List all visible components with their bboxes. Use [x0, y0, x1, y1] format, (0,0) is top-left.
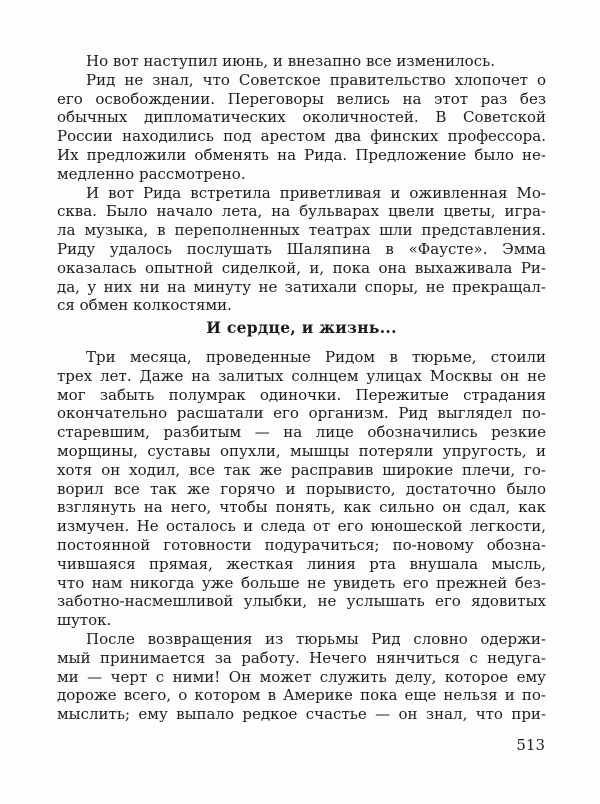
text-line: измучен. Не осталось и следа от его юношеской легкости,: [57, 517, 546, 536]
text-line: мог забыть полумрак одиночки. Пережитые страдания: [57, 385, 546, 404]
text-line: Их предложили обменять на Рида. Предложение было не-: [57, 145, 546, 164]
text-line: обычных дипломатических околичностей. В Советской: [57, 108, 546, 127]
text-line: трех лет. Даже на залитых солнцем улицах Москвы он не: [57, 366, 546, 385]
text-line: ла музыка, в переполненных театрах шли представления.: [57, 221, 546, 240]
text-line: Но вот наступил июнь, и внезапно все изменилось.: [86, 52, 496, 70]
page-number: 513: [516, 736, 545, 754]
text-line: России находились под арестом два финских профессора.: [57, 127, 546, 146]
text-line: ся обмен колкостями.: [57, 296, 232, 315]
text-line: оказалась опытной сиделкой, и, пока она выхаживала Ри-: [57, 258, 546, 277]
text-line: взглянуть на него, чтобы понять, как сильно он сдал, как: [57, 498, 546, 517]
text-line: старевшим, разбитым — на лице обозначились резкие: [57, 423, 546, 442]
text-line: что нам никогда уже больше не увидеть его прежней без-: [57, 573, 546, 592]
page-text: [57, 52, 546, 724]
text-line: Три месяца, проведенные Ридом в тюрьме, стоили: [86, 347, 546, 366]
text-line: шуток.: [57, 611, 112, 630]
text-line: мыслить; ему выпало редкое счастье — он знал, что при-: [57, 705, 546, 724]
section-heading: И сердце, и жизнь...: [206, 318, 397, 338]
text-line: дороже всего, о котором в Америке пока еще нельзя и по-: [57, 686, 546, 705]
text-line: ми — черт с ними! Он может служить делу, которое ему: [57, 667, 546, 686]
text-line: медленно рассмотрено.: [57, 164, 246, 183]
text-line: окончательно расшатали его организм. Рид выглядел по-: [57, 404, 546, 423]
text-line: После возвращения из тюрьмы Рид словно одержи-: [86, 629, 546, 648]
text-line: хотя он ходил, все так же расправив широкие плечи, го-: [57, 460, 546, 479]
text-line: сква. Было начало лета, на бульварах цвели цветы, игра-: [57, 202, 546, 221]
text-line: Риду удалось послушать Шаляпина в «Фаусте». Эмма: [57, 239, 546, 258]
text-line: да, у них ни на минуту не затихали споры, не прекращал-: [57, 277, 546, 296]
text-line: морщины, суставы опухли, мышцы потеряли упругость, и: [57, 441, 546, 460]
text-line: его освобождении. Переговоры велись на этот раз без: [57, 89, 546, 108]
text-line: постоянной готовности подурачиться; по-новому обозна-: [57, 535, 546, 554]
text-line: Рид не знал, что Советское правительство хлопочет о: [86, 70, 546, 89]
text-line: мый принимается за работу. Нечего нянчиться с недуга-: [57, 648, 546, 667]
text-line: ворил все так же горячо и порывисто, достаточно было: [57, 479, 546, 498]
text-line: чившаяся прямая, жесткая линия рта внушала мысль,: [57, 554, 546, 573]
text-line: заботно-насмешливой улыбки, не услышать его ядовитых: [57, 592, 546, 611]
text-line: И вот Рида встретила приветливая и оживленная Мо-: [86, 183, 546, 202]
